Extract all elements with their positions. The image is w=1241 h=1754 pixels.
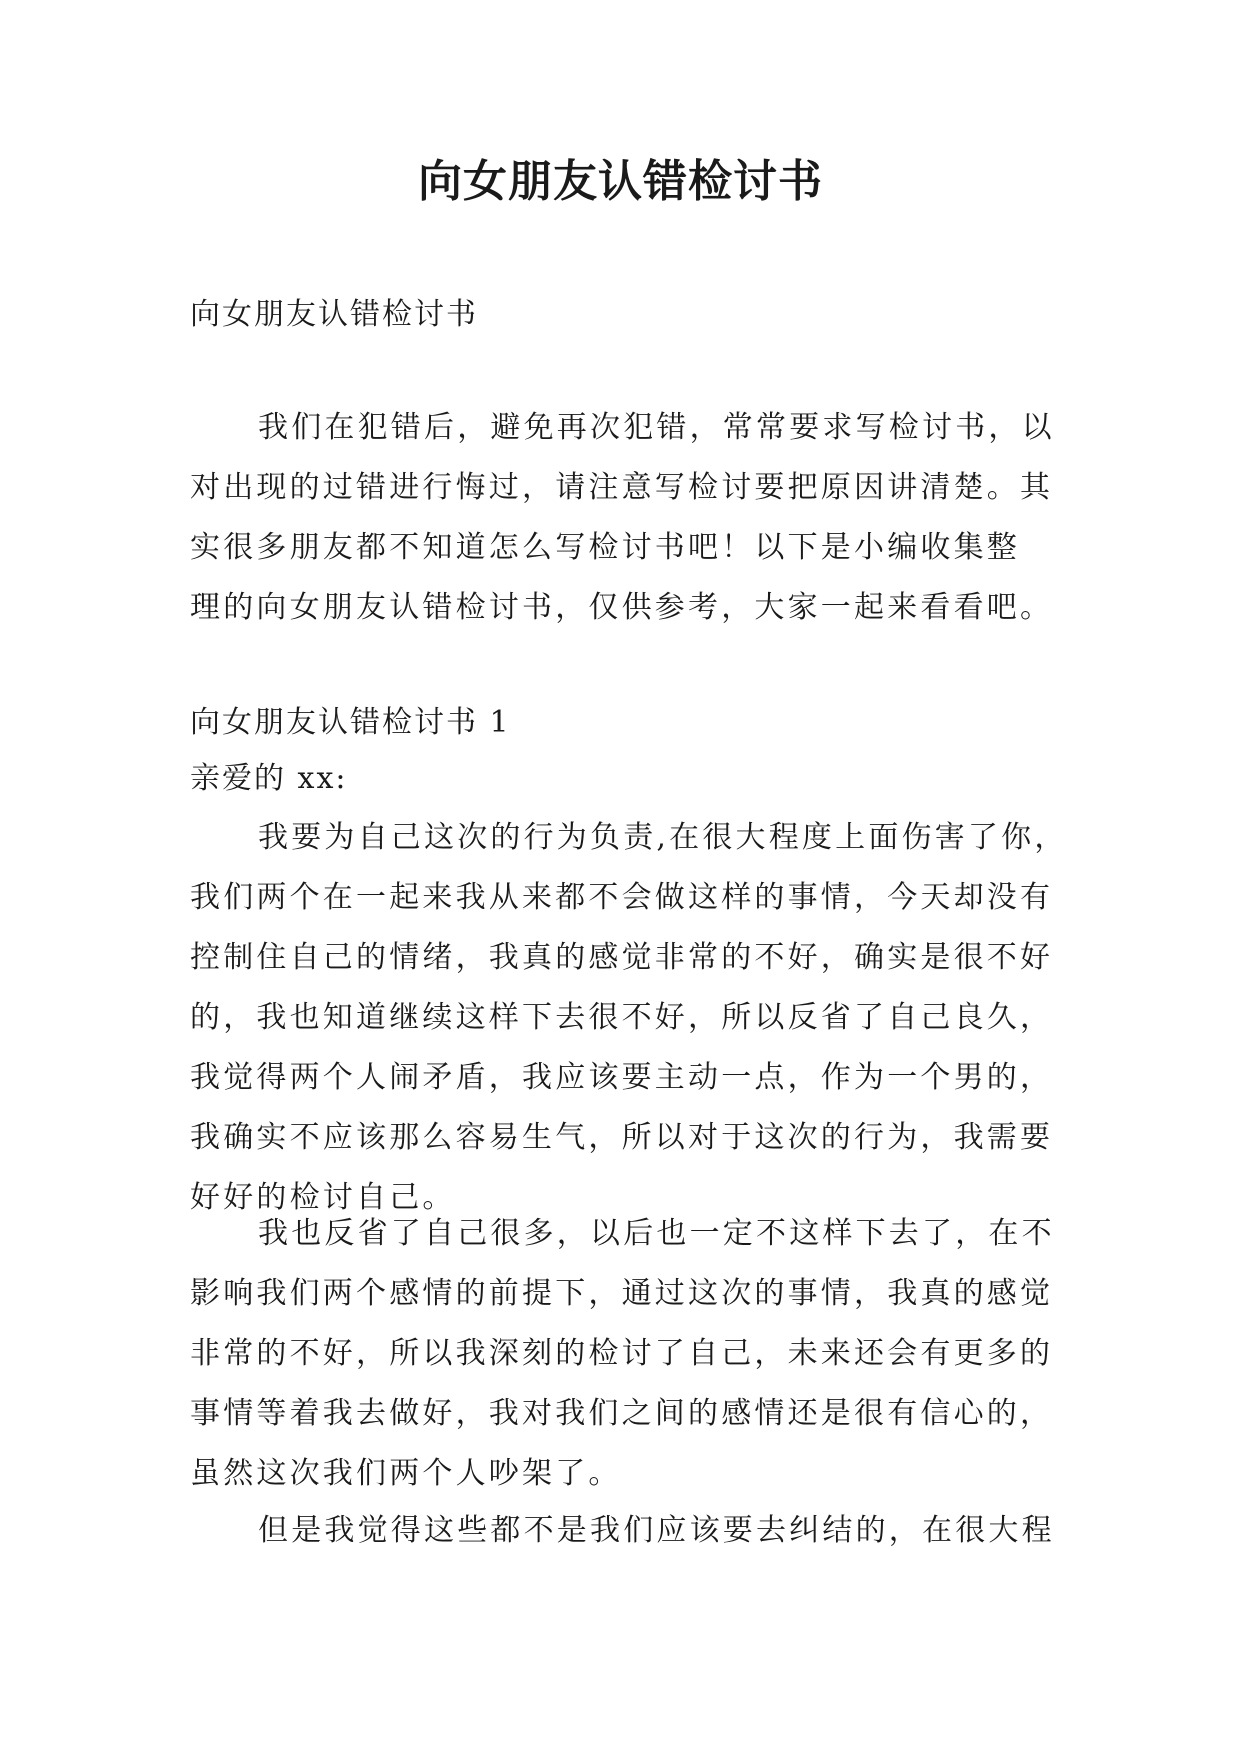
letter-paragraph-3: [190, 1501, 1070, 1561]
paragraph-line: 但是我觉得这些都不是我们应该要去纠结的，在很大程: [258, 1513, 1055, 1548]
letter-greeting: 亲爱的 xx:: [190, 761, 348, 796]
paragraph-line: 我们两个在一起来我从来都不会做这样的事情，今天却没有: [190, 880, 1054, 915]
document-subtitle: 向女朋友认错检讨书: [190, 297, 478, 332]
paragraph-line: 我要为自己这次的行为负责,在很大程度上面伤害了你，: [258, 820, 1068, 855]
paragraph-line: 的，我也知道继续这样下去很不好，所以反省了自己良久，: [190, 1000, 1054, 1035]
paragraph-line: 实很多朋友都不知道怎么写检讨书吧！以下是小编收集整: [190, 530, 1020, 565]
paragraph-line: 非常的不好，所以我深刻的检讨了自己，未来还会有更多的: [190, 1336, 1054, 1371]
paragraph-line: 事情等着我去做好，我对我们之间的感情还是很有信心的，: [190, 1396, 1054, 1431]
paragraph-line: 虽然这次我们两个人吵架了。: [190, 1456, 622, 1491]
paragraph-line: 我觉得两个人闹矛盾，我应该要主动一点，作为一个男的，: [190, 1060, 1054, 1095]
paragraph-line: 我确实不应该那么容易生气，所以对于这次的行为，我需要: [190, 1120, 1054, 1155]
paragraph-line: 我们在犯错后，避免再次犯错，常常要求写检讨书，以: [258, 410, 1055, 445]
paragraph-line: 我也反省了自己很多，以后也一定不这样下去了，在不: [258, 1216, 1055, 1251]
document-title: 向女朋友认错检讨书: [418, 156, 823, 207]
letter-paragraph-1: [190, 808, 1070, 1228]
letter-paragraph-2: [190, 1204, 1070, 1504]
paragraph-line: 好好的检讨自己。: [190, 1180, 456, 1215]
intro-paragraph: [190, 398, 1070, 638]
section-heading: 向女朋友认错检讨书 1: [190, 705, 511, 740]
paragraph-line: 控制住自己的情绪，我真的感觉非常的不好，确实是很不好: [190, 940, 1054, 975]
paragraph-line: 对出现的过错进行悔过，请注意写检讨要把原因讲清楚。其: [190, 470, 1054, 505]
paragraph-line: 影响我们两个感情的前提下，通过这次的事情，我真的感觉: [190, 1276, 1054, 1311]
paragraph-line: 理的向女朋友认错检讨书，仅供参考，大家一起来看看吧。: [190, 590, 1054, 625]
